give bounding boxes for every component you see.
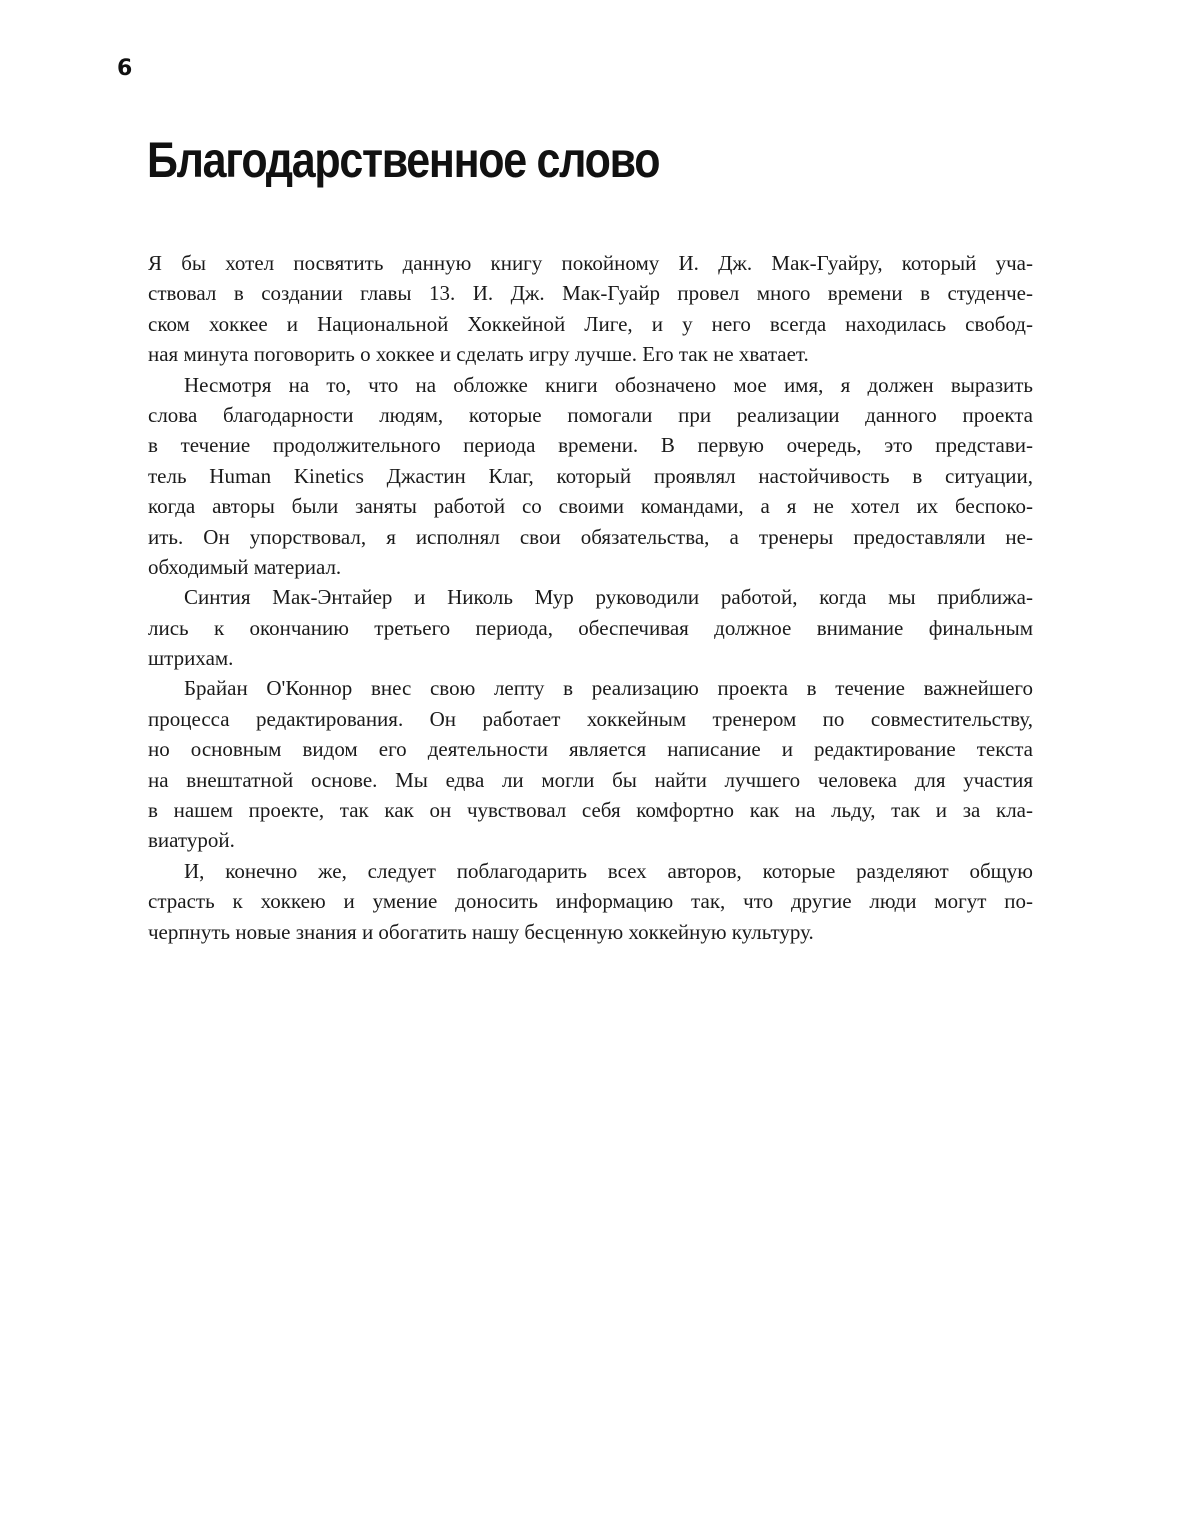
text-line: в течение продолжительного периода времени. В первую очередь, это представи- xyxy=(148,433,1033,458)
text-line: Брайан О'Коннор внес свою лепту в реализацию проекта в течение важнейшего xyxy=(184,676,1033,701)
text-line: штрихам. xyxy=(148,646,234,671)
text-line: в нашем проекте, так как он чувствовал себя комфортно как на льду, так и за кла- xyxy=(148,798,1033,823)
text-line: слова благодарности людям, которые помогали при реализации данного проекта xyxy=(148,402,1033,427)
page-number: 6 xyxy=(117,56,133,81)
acknowledgements-text xyxy=(148,248,1033,947)
text-line: Несмотря на то, что на обложке книги обозначено мое имя, я должен выразить xyxy=(184,372,1033,397)
text-line: когда авторы были заняты работой со своими командами, а я не хотел их беспоко- xyxy=(148,494,1033,519)
text-line: ском хоккее и Национальной Хоккейной Лиге, и у него всегда находилась свобод- xyxy=(148,311,1033,336)
text-line: но основным видом его деятельности является написание и редактирование текста xyxy=(148,737,1033,762)
text-line: на внештатной основе. Мы едва ли могли бы найти лучшего человека для участия xyxy=(148,767,1033,792)
text-line: обходимый материал. xyxy=(148,554,342,579)
text-line: ная минута поговорить о хоккее и сделать игру лучше. Его так не хватает. xyxy=(148,342,809,367)
text-line: виатурой. xyxy=(148,828,235,853)
text-line: ить. Он упорствовал, я исполнял свои обязательства, а тренеры предоставляли не- xyxy=(148,524,1033,549)
chapter-title: Благодарственное слово xyxy=(147,132,660,188)
text-line: страсть к хоккею и умение доносить информацию так, что другие люди могут по- xyxy=(148,889,1033,914)
text-line: тель Human Kinetics Джастин Клаг, который проявлял настойчивость в ситуации, xyxy=(148,463,1033,488)
text-line: черпнуть новые знания и обогатить нашу бесценную хоккейную культуру. xyxy=(148,919,814,944)
text-line: ствовал в создании главы 13. И. Дж. Мак-Гуайр провел много времени в студенче- xyxy=(148,281,1033,306)
text-line: лись к окончанию третьего периода, обеспечивая должное внимание финальным xyxy=(148,615,1033,640)
text-line: Синтия Мак-Энтайер и Николь Мур руководили работой, когда мы приближа- xyxy=(184,585,1033,610)
text-line: процесса редактирования. Он работает хоккейным тренером по совместительству, xyxy=(148,706,1033,731)
text-line: И, конечно же, следует поблагодарить всех авторов, которые разделяют общую xyxy=(184,858,1033,883)
text-line: Я бы хотел посвятить данную книгу покойному И. Дж. Мак-Гуайру, который уча- xyxy=(148,251,1033,275)
